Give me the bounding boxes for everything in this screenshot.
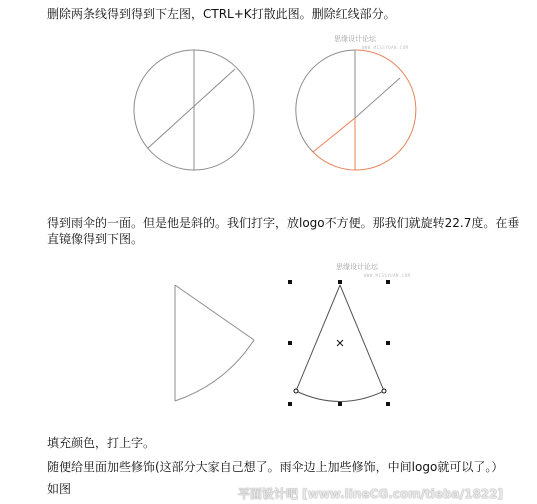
watermark-forum-url: WWW.MISSYUAN.COM (362, 45, 409, 50)
watermark-forum-logo: 思缘设计论坛 (334, 35, 376, 43)
wedge-selected-right-edge (340, 285, 384, 391)
handle-top-center (338, 280, 342, 284)
center-cross-icon (337, 340, 343, 346)
handle-bottom-center (338, 402, 342, 406)
circle-left-figure (134, 50, 254, 170)
paragraph-step-1: 删除两条线得到得到下左图，CTRL+K打散此图。删除红线部分。 (47, 7, 396, 21)
handle-top-right (386, 280, 390, 284)
watermark-forum-url-middle: WWW.MISSYUAN.COM (364, 273, 411, 278)
paragraph-step-5: 如图 (47, 482, 72, 496)
circle-right-figure (296, 50, 416, 170)
handle-middle-right (386, 341, 390, 345)
node-bottom-left (294, 389, 298, 393)
handle-bottom-left (288, 402, 292, 406)
circle-right-gray-arc (296, 50, 355, 152)
wedge-selected-left-edge (296, 285, 340, 391)
circle-right-diagonal-gray-line (355, 78, 400, 118)
paragraph-step-3: 填充颜色，打上字。 (47, 436, 156, 450)
paragraph-step-2-line-2: 直镜像得到下图。 (47, 232, 144, 246)
wedge-top-edge (175, 285, 254, 340)
selection-handles[interactable] (288, 280, 390, 406)
handle-bottom-right (386, 402, 390, 406)
circle-left-diagonal-line (148, 69, 235, 148)
paragraph-step-2-line-1: 得到雨伞的一面。但是他是斜的。我们打字，放logo不方便。那我们就旋转22.7度。在垂 (47, 216, 520, 230)
watermark-forum-logo-middle: 思缘设计论坛 (336, 263, 378, 271)
node-handles[interactable] (294, 389, 386, 393)
paragraph-step-4: 随便给里面加些修饰(这部分大家自己想了。雨伞边上加些修饰，中间logo就可以了。） (47, 460, 504, 474)
circle-right-diagonal-red-line (313, 118, 355, 152)
umbrella-wedge-slanted (175, 285, 254, 401)
footer-watermark: 平面设计吧 [www.lineCG.com/tieba/1822] (237, 487, 503, 501)
handle-middle-left (288, 341, 292, 345)
wedge-selected-arc (296, 391, 384, 402)
node-bottom-right (382, 389, 386, 393)
wedge-arc (175, 340, 254, 401)
handle-top-left (288, 280, 292, 284)
